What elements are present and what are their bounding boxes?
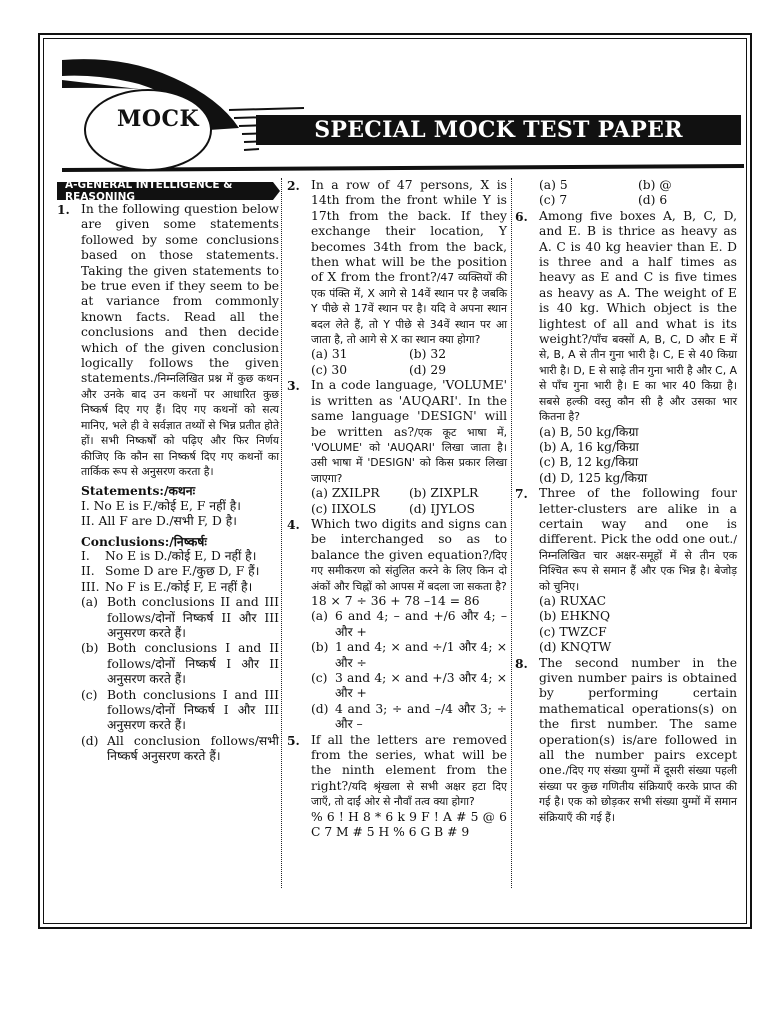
- option: (b) EHKNQ: [539, 609, 611, 624]
- statement: I. No E is F./कोई E, F नहीं है।: [81, 498, 241, 513]
- option-text: Both conclusions I and II follows/दोनों निष्कर्ष I और II अनुसरण करते हैं।: [107, 641, 279, 687]
- option-label: (d): [311, 701, 329, 716]
- question-number: 3.: [287, 378, 300, 394]
- question-text: Three of the following four letter-clusters are alike in a certain way and one is different. Pick the odd one out.: [539, 486, 737, 547]
- option: [57, 734, 279, 765]
- option: (d) 29: [409, 362, 447, 377]
- conclusion: [57, 580, 279, 595]
- question-text: In the following question below are given some statements followed by some conclusions based on those statements. Taking the given statements to be true even if they seem to be at variance from commonly known facts. Read all the conclusions and then decide which of the given conclusion logically follows the given statements.: [81, 202, 279, 386]
- options: [287, 347, 507, 378]
- page-title: SPECIAL MOCK TEST PAPER: [256, 115, 741, 145]
- option: (a) 5: [539, 178, 568, 192]
- question-8: [515, 656, 737, 825]
- question-text: Which two digits and signs can be interchanged so as to balance the given equation?: [311, 516, 507, 562]
- question-number: 5.: [287, 732, 300, 748]
- conclusion: [57, 549, 279, 564]
- option: (d) 6: [638, 193, 668, 208]
- question-7: [515, 486, 737, 594]
- option-text: Both conclusions I and III follows/दोनों निष्कर्ष I और III अनुसरण करते हैं।: [107, 687, 279, 733]
- conclusion-number: II.: [81, 564, 95, 579]
- option: [287, 609, 507, 640]
- question-number: 1.: [57, 202, 70, 217]
- conclusion-text: No F is E./कोई F, E नहीं है।: [105, 579, 253, 594]
- question-number: 2.: [287, 178, 300, 193]
- option: [287, 702, 507, 733]
- option: (c) 7: [539, 193, 568, 208]
- option: (c) IIXOLS: [311, 501, 377, 516]
- question-text: Among five boxes A, B, C, D, and E. B is thrice as heavy as A. C is 40 kg heavier than E. D is three and a half times as heavy as E and C is five times as heavy as A. The weight of E is 40 kg. Which object is the lightest of all and what is its weight?: [539, 208, 737, 347]
- column-1: [57, 202, 279, 765]
- question-number: 8.: [515, 655, 528, 671]
- logo-text: MOCK: [117, 106, 200, 132]
- statements-label: Statements:/कथनः: [81, 483, 196, 499]
- option: [287, 671, 507, 702]
- conclusion-text: Some D are F./कुछ D, F हैं।: [105, 564, 260, 579]
- option-text: 6 and 4; – and +/6 और 4; – और +: [335, 609, 507, 639]
- question-text-hindi: /यदि श्रृंखला से सभी अक्षर हटा दिए जाएँ, तो दाईं ओर से नौवाँ तत्व क्या होगा?: [311, 779, 507, 809]
- option: (a) B, 50 kg/किग्रा: [539, 424, 639, 439]
- question-text: In a code language, 'VOLUME' is written as 'AUQARI'. In the same language 'DESIGN' will be written as?: [311, 378, 507, 439]
- column-divider: [511, 178, 512, 888]
- option: (a) ZXILPR: [311, 486, 380, 501]
- option: (a) 31: [311, 347, 348, 362]
- series: % 6 ! H 8 * 6 k 9 F ! A # 5 @ 6 C 7 M # 5 H % 6 G B # 9: [311, 809, 507, 840]
- question-6: [515, 209, 737, 425]
- option: (b) 32: [409, 347, 447, 362]
- option-label: (b): [81, 641, 99, 656]
- conclusion: [57, 564, 279, 579]
- question-text: The second number in the given number pairs is obtained by performing certain mathematical operations(s) on the first number. The same operation(s) is/are followed in all the number pairs except one.: [539, 655, 737, 778]
- option: [57, 641, 279, 687]
- options: [515, 178, 737, 209]
- conclusion-number: I.: [81, 548, 90, 563]
- question-1: [57, 202, 279, 479]
- option-text: All conclusion follows/सभी निष्कर्ष अनुसरण करते हैं।: [107, 733, 279, 764]
- equation: 18 × 7 ÷ 36 + 78 –14 = 86: [311, 593, 480, 608]
- question-text-hindi: /निम्नलिखित प्रश्न में कुछ कथन और उनके बाद उन कथनों पर आधारित कुछ निष्कर्ष दिए गए हैं। दिए गए कथनों को सत्य मानिए, भले ही वे सर्वज्ञात तथ्यों से भिन्न प्रतीत होते हों। सभी निष्कर्षों को पढ़िए और फिर निर्णय कीजिए कि कौन सा निष्कर्ष दिए गए कथनों का तार्किक रूप से अनुसरण करता है।: [81, 372, 279, 478]
- question-number: 7.: [515, 486, 528, 502]
- option: (c) 30: [311, 362, 348, 377]
- question-number: 6.: [515, 208, 528, 224]
- option-label: (a): [81, 595, 98, 610]
- option-label: (b): [311, 640, 329, 655]
- option: (d) KNQTW: [539, 640, 612, 655]
- option: [287, 640, 507, 671]
- question-text: If all the letters are removed from the series, what will be the ninth element from the right?: [311, 732, 507, 793]
- option: (b) @: [638, 178, 672, 192]
- question-text: In a row of 47 persons, X is 14th from the front while Y is 17th from the back. If they exchange their location, Y becomes 34th from the back, then what will be the position of X from the front?: [311, 178, 507, 285]
- column-2: [287, 178, 507, 840]
- option: [57, 688, 279, 734]
- option: (d) IJYLOS: [409, 501, 475, 516]
- conclusion-number: III.: [81, 579, 100, 594]
- option-label: (d): [81, 733, 99, 748]
- option: (a) RUXAC: [539, 593, 607, 608]
- option-label: (c): [81, 687, 98, 702]
- question-text-hindi: /एक कूट भाषा में, 'VOLUME' को 'AUQARI' लिखा जाता है। उसी भाषा में 'DESIGN' को किस प्रकार लिखा जाएगा?: [311, 425, 507, 485]
- question-2: [287, 178, 507, 347]
- option: [57, 595, 279, 641]
- conclusions-label: Conclusions:/निष्कर्षः: [81, 533, 207, 549]
- question-text-hindi: /पाँच बक्सों A, B, C, D और E में से, B, A से तीन गुना भारी है। C, E से 40 किग्रा भारी है। D, E से साढ़े तीन गुना भारी है और C, A से पाँच गुना भारी है। E का भार 40 किग्रा है। सबसे हल्की वस्तु कौन सी है और उसका भार कितना है?: [539, 333, 737, 424]
- question-4: [287, 517, 507, 594]
- option-text: 4 and 3; ÷ and –/4 और 3; ÷ और –: [335, 701, 507, 732]
- column-3: [515, 178, 737, 825]
- question-text-hindi: /दिए गए समीकरण को संतुलित करने के लिए किन दो अंकों और चिह्नों को आपस में बदला जा सकता है?: [311, 548, 507, 593]
- question-3: [287, 378, 507, 486]
- question-text-hindi: /निम्नलिखित चार अक्षर-समूहों में से तीन एक निश्चित रूप से समान हैं और एक भिन्न है। बेजोड़ को चुनिए।: [539, 533, 737, 593]
- option-label: (c): [311, 671, 328, 685]
- column-divider: [281, 178, 282, 888]
- question-text-hindi: /दिए गए संख्या युग्मों में दूसरी संख्या पहली संख्या पर कुछ गणितीय संक्रियाएँ करके प्राप्त की गई है। एक को छोड़कर सभी संख्या युग्मों में समान संक्रियाएँ की गई हैं।: [539, 764, 737, 824]
- question-5: [287, 733, 507, 810]
- option-text: 1 and 4; × and ÷/1 और 4; × और ÷: [335, 640, 507, 670]
- option: (b) A, 16 kg/किग्रा: [539, 439, 639, 454]
- conclusion-text: No E is D./कोई E, D नहीं है।: [105, 548, 257, 563]
- option-text: Both conclusions II and III follows/दोनों निष्कर्ष II और III अनुसरण करते हैं।: [107, 595, 279, 640]
- option-label: (a): [311, 609, 328, 624]
- question-number: 4.: [287, 516, 300, 532]
- option: (c) TWZCF: [539, 624, 607, 639]
- section-heading: A-GENERAL INTELLIGENCE & REASONING: [57, 182, 273, 200]
- option: (d) D, 125 kg/किग्रा: [539, 470, 648, 485]
- option-text: 3 and 4; × and +/3 और 4; × और +: [335, 671, 507, 701]
- statement: II. All F are D./सभी F, D है।: [81, 514, 237, 529]
- option: (b) ZIXPLR: [409, 486, 479, 501]
- option: (c) B, 12 kg/किग्रा: [539, 455, 639, 470]
- options: [287, 486, 507, 517]
- question-text-hindi: /47 व्यक्तियों की एक पंक्ति में, X आगे से 14वें स्थान पर है जबकि Y पीछे से 17वें स्थान पर है। यदि वे अपना स्थान बदल लेते हैं, तो Y पीछे से 34वें स्थान पर आ जाता है, तो आगे से X का स्थान क्या होगा?: [311, 271, 507, 347]
